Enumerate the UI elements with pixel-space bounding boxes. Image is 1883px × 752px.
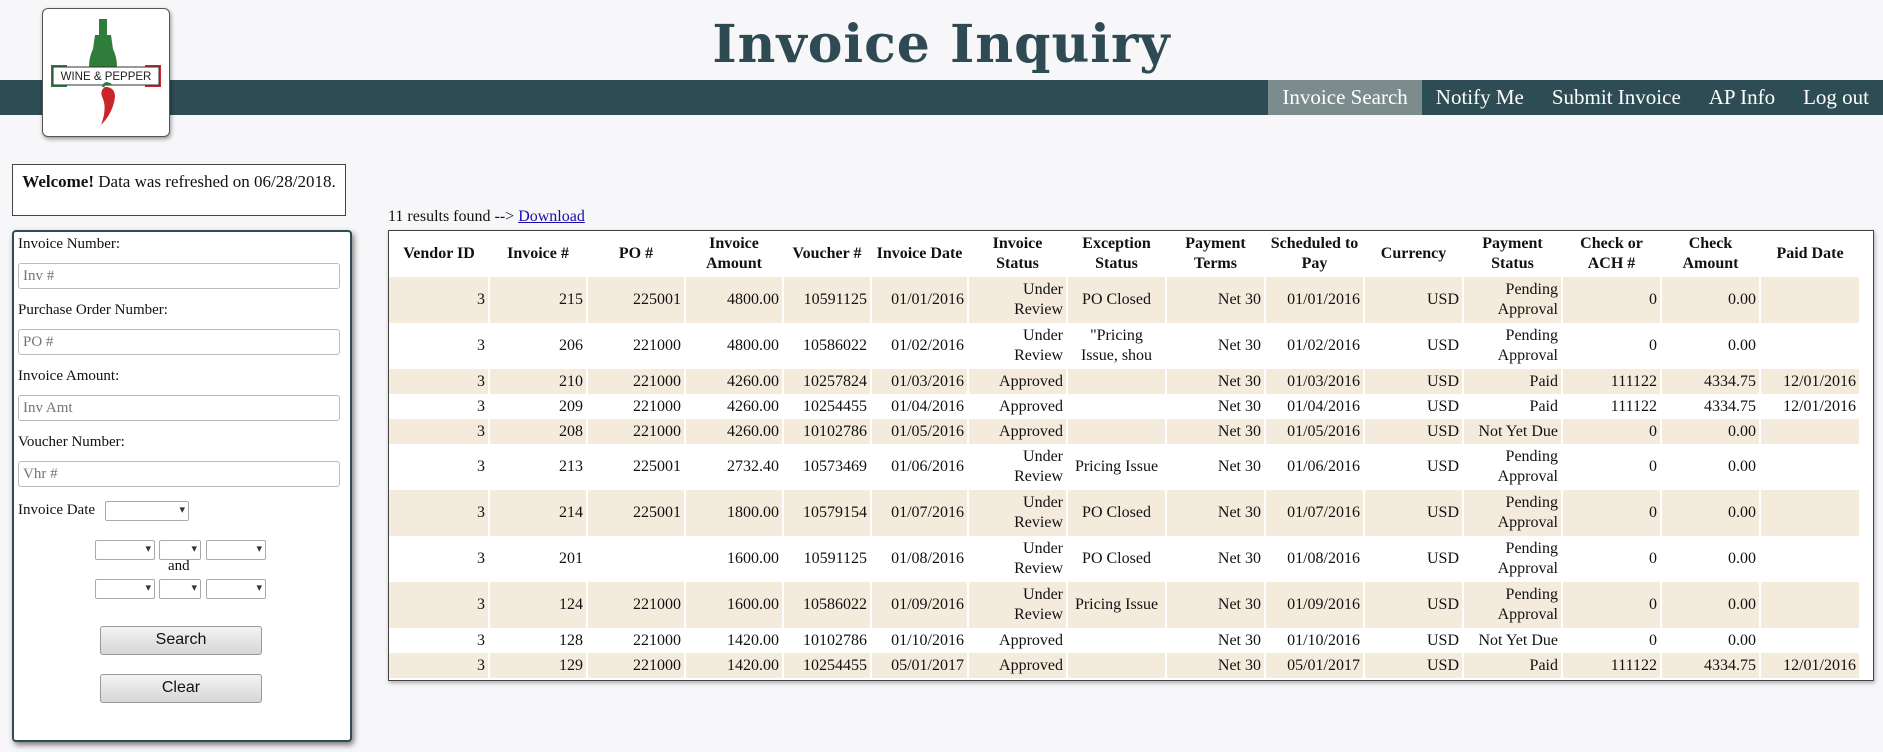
invoice-date-range-select[interactable] — [105, 501, 189, 521]
table-cell: USD — [1364, 277, 1463, 323]
table-cell: 3 — [389, 490, 489, 536]
invoice-number-input[interactable] — [18, 263, 340, 289]
table-cell: 201 — [489, 536, 587, 582]
table-cell: USD — [1364, 653, 1463, 678]
table-cell: 124 — [489, 582, 587, 628]
table-cell: 01/08/2016 — [1265, 536, 1364, 582]
column-header: Check or ACH # — [1580, 235, 1643, 272]
nav-log-out[interactable]: Log out — [1803, 85, 1869, 109]
table-cell: 10586022 — [783, 323, 871, 369]
table-cell: 3 — [389, 536, 489, 582]
clear-button[interactable]: Clear — [100, 674, 262, 703]
welcome-label: Welcome! — [22, 172, 95, 191]
table-cell: Pending Approval — [1463, 277, 1562, 323]
table-cell — [1067, 394, 1166, 419]
table-cell: 3 — [389, 419, 489, 444]
table-cell: 2732.40 — [685, 444, 783, 490]
table-cell: 0.00 — [1661, 277, 1760, 323]
table-cell — [587, 536, 685, 582]
table-cell: 01/04/2016 — [1265, 394, 1364, 419]
table-cell: 209 — [489, 394, 587, 419]
column-header: Paid Date — [1776, 245, 1844, 262]
table-row — [389, 444, 1860, 490]
table-cell: 12/01/2016 — [1760, 653, 1860, 678]
table-row — [389, 536, 1860, 582]
table-cell: 3 — [389, 653, 489, 678]
column-header: Check Amount — [1682, 235, 1739, 272]
table-cell: 0 — [1562, 536, 1661, 582]
table-cell: 10591125 — [783, 277, 871, 323]
logo-text: WINE & PEPPER — [60, 71, 152, 83]
table-cell: 225001 — [587, 490, 685, 536]
table-cell: Under Review — [968, 323, 1067, 369]
table-cell: USD — [1364, 536, 1463, 582]
table-cell: Pending Approval — [1463, 444, 1562, 490]
table-cell: Paid — [1463, 369, 1562, 394]
table-cell: 12/01/2016 — [1760, 394, 1860, 419]
table-cell: 10591125 — [783, 536, 871, 582]
table-cell: 10102786 — [783, 628, 871, 653]
table-cell: Net 30 — [1166, 444, 1265, 490]
table-cell: 10573469 — [783, 444, 871, 490]
table-cell: 01/03/2016 — [871, 369, 968, 394]
column-header: Currency — [1380, 245, 1447, 262]
start-day-select[interactable] — [159, 540, 201, 560]
results-table — [389, 231, 1861, 678]
table-cell: 225001 — [587, 444, 685, 490]
table-cell: 0.00 — [1661, 490, 1760, 536]
table-cell: 10257824 — [783, 369, 871, 394]
table-cell: Approved — [968, 369, 1067, 394]
table-row — [389, 419, 1860, 444]
table-cell: 111122 — [1562, 653, 1661, 678]
table-cell: 4260.00 — [685, 394, 783, 419]
table-cell: Not Yet Due — [1463, 419, 1562, 444]
search-panel — [12, 230, 352, 742]
table-cell: Paid — [1463, 394, 1562, 419]
table-cell: 1600.00 — [685, 582, 783, 628]
table-cell: Paid — [1463, 653, 1562, 678]
table-cell: 221000 — [587, 582, 685, 628]
table-cell: 3 — [389, 628, 489, 653]
table-cell: 4334.75 — [1661, 369, 1760, 394]
start-month-select[interactable] — [95, 540, 155, 560]
table-cell: 10254455 — [783, 653, 871, 678]
table-cell: 01/01/2016 — [871, 277, 968, 323]
table-cell: 0 — [1562, 277, 1661, 323]
column-header: PO # — [618, 245, 654, 262]
table-cell: 210 — [489, 369, 587, 394]
table-cell: 01/05/2016 — [871, 419, 968, 444]
table-cell: Net 30 — [1166, 490, 1265, 536]
table-row — [389, 277, 1860, 323]
table-header-row — [389, 231, 1860, 277]
table-cell: 01/09/2016 — [1265, 582, 1364, 628]
table-cell: USD — [1364, 582, 1463, 628]
table-cell: 4260.00 — [685, 369, 783, 394]
wine-pepper-logo-icon — [43, 9, 169, 136]
table-cell: 4800.00 — [685, 277, 783, 323]
table-cell: 208 — [489, 419, 587, 444]
table-cell: Pending Approval — [1463, 323, 1562, 369]
table-cell: 0 — [1562, 419, 1661, 444]
invoice-number-label: Invoice Number: — [18, 236, 121, 252]
table-cell: 0 — [1562, 490, 1661, 536]
po-number-label: Purchase Order Number: — [18, 302, 168, 318]
table-cell: 3 — [389, 369, 489, 394]
end-month-select[interactable] — [95, 579, 155, 599]
nav-ap-info[interactable]: AP Info — [1708, 85, 1776, 109]
table-cell: Under Review — [968, 536, 1067, 582]
table-cell: 12/01/2016 — [1760, 369, 1860, 394]
table-cell: 05/01/2017 — [1265, 653, 1364, 678]
table-cell: 0 — [1562, 323, 1661, 369]
table-row — [389, 653, 1860, 678]
table-cell: Net 30 — [1166, 653, 1265, 678]
refresh-text: Data was refreshed on 06/28/2018. — [94, 172, 336, 191]
table-cell: 4334.75 — [1661, 394, 1760, 419]
table-cell: 225001 — [587, 277, 685, 323]
end-year-select[interactable] — [206, 579, 266, 599]
table-cell: 01/06/2016 — [1265, 444, 1364, 490]
table-cell: 3 — [389, 323, 489, 369]
results-table-container — [388, 230, 1874, 681]
table-cell: 10579154 — [783, 490, 871, 536]
table-cell: 0.00 — [1661, 582, 1760, 628]
voucher-number-label: Voucher Number: — [18, 434, 125, 450]
table-cell: 0.00 — [1661, 419, 1760, 444]
welcome-message — [12, 164, 346, 216]
table-row — [389, 490, 1860, 536]
table-cell: 221000 — [587, 419, 685, 444]
table-cell: 01/02/2016 — [1265, 323, 1364, 369]
logo[interactable] — [42, 8, 170, 137]
table-cell: Net 30 — [1166, 628, 1265, 653]
table-cell — [1760, 582, 1860, 628]
column-header: Vendor ID — [403, 245, 475, 262]
table-cell: USD — [1364, 419, 1463, 444]
nav-notify-me[interactable]: Notify Me — [1435, 85, 1524, 109]
table-cell: Net 30 — [1166, 419, 1265, 444]
table-cell: 128 — [489, 628, 587, 653]
table-cell: 221000 — [587, 394, 685, 419]
table-cell: 1800.00 — [685, 490, 783, 536]
table-cell — [1067, 628, 1166, 653]
table-cell: 0 — [1562, 444, 1661, 490]
table-cell: 4260.00 — [685, 419, 783, 444]
table-cell: Net 30 — [1166, 323, 1265, 369]
and-label: and — [168, 558, 190, 574]
table-cell — [1760, 323, 1860, 369]
column-header: Invoice Amount — [705, 235, 762, 272]
table-cell: 3 — [389, 444, 489, 490]
end-day-select[interactable] — [159, 579, 201, 599]
table-row — [389, 394, 1860, 419]
table-cell: 01/06/2016 — [871, 444, 968, 490]
table-cell: 4800.00 — [685, 323, 783, 369]
table-cell: Under Review — [968, 277, 1067, 323]
table-cell: 0.00 — [1661, 444, 1760, 490]
table-cell: Net 30 — [1166, 582, 1265, 628]
table-cell — [1760, 277, 1860, 323]
table-cell: Approved — [968, 628, 1067, 653]
table-cell: Pending Approval — [1463, 536, 1562, 582]
invoice-date-label: Invoice Date — [18, 502, 96, 518]
table-cell: 221000 — [587, 369, 685, 394]
table-row — [389, 369, 1860, 394]
table-cell: 111122 — [1562, 369, 1661, 394]
table-cell: 214 — [489, 490, 587, 536]
column-header: Invoice Date — [876, 245, 963, 262]
table-cell: 10102786 — [783, 419, 871, 444]
table-cell — [1760, 536, 1860, 582]
table-cell: 01/03/2016 — [1265, 369, 1364, 394]
table-cell: USD — [1364, 490, 1463, 536]
nav-menu — [1268, 80, 1883, 115]
nav-invoice-search[interactable]: Invoice Search — [1268, 80, 1421, 115]
table-cell: 206 — [489, 323, 587, 369]
results-summary — [388, 208, 585, 226]
table-cell: USD — [1364, 323, 1463, 369]
invoice-amount-label: Invoice Amount: — [18, 368, 120, 384]
table-cell: Approved — [968, 394, 1067, 419]
table-cell: 01/05/2016 — [1265, 419, 1364, 444]
table-cell — [1067, 653, 1166, 678]
table-cell: 10254455 — [783, 394, 871, 419]
table-cell: 111122 — [1562, 394, 1661, 419]
table-cell: Pricing Issue — [1067, 444, 1166, 490]
table-cell: 0 — [1562, 582, 1661, 628]
column-header: Exception Status — [1082, 235, 1151, 272]
table-row — [389, 323, 1860, 369]
table-cell — [1760, 419, 1860, 444]
table-cell: 221000 — [587, 628, 685, 653]
po-number-input[interactable] — [18, 329, 340, 355]
table-cell: 01/07/2016 — [871, 490, 968, 536]
column-header: Scheduled to Pay — [1270, 235, 1359, 272]
table-cell: USD — [1364, 394, 1463, 419]
table-cell: Net 30 — [1166, 369, 1265, 394]
table-cell: PO Closed — [1067, 490, 1166, 536]
table-cell: Not Yet Due — [1463, 628, 1562, 653]
table-cell: "Pricing Issue, shou — [1067, 323, 1166, 369]
table-cell: Under Review — [968, 490, 1067, 536]
table-cell: 129 — [489, 653, 587, 678]
table-cell: PO Closed — [1067, 536, 1166, 582]
table-cell: 01/10/2016 — [1265, 628, 1364, 653]
table-cell: Net 30 — [1166, 277, 1265, 323]
table-cell: 1600.00 — [685, 536, 783, 582]
table-cell: 01/10/2016 — [871, 628, 968, 653]
voucher-number-input[interactable] — [18, 461, 340, 487]
table-row — [389, 582, 1860, 628]
table-cell: PO Closed — [1067, 277, 1166, 323]
table-cell: 213 — [489, 444, 587, 490]
table-cell: 221000 — [587, 653, 685, 678]
table-cell: USD — [1364, 369, 1463, 394]
table-cell: Pending Approval — [1463, 582, 1562, 628]
column-header: Payment Status — [1482, 235, 1543, 272]
table-cell: 01/02/2016 — [871, 323, 968, 369]
table-cell: 3 — [389, 582, 489, 628]
results-count: 11 results found --> — [388, 208, 515, 225]
table-cell: 0.00 — [1661, 628, 1760, 653]
table-cell — [1760, 490, 1860, 536]
invoice-amount-input[interactable] — [18, 395, 340, 421]
table-cell: Pricing Issue — [1067, 582, 1166, 628]
table-cell — [1760, 444, 1860, 490]
table-row — [389, 628, 1860, 653]
table-cell: Under Review — [968, 444, 1067, 490]
table-cell: 3 — [389, 277, 489, 323]
table-cell: 4334.75 — [1661, 653, 1760, 678]
table-cell: Approved — [968, 653, 1067, 678]
table-cell: Pending Approval — [1463, 490, 1562, 536]
table-cell: 01/01/2016 — [1265, 277, 1364, 323]
table-cell — [1760, 628, 1860, 653]
column-header: Payment Terms — [1185, 235, 1246, 272]
table-cell: 0 — [1562, 628, 1661, 653]
column-header: Voucher # — [792, 245, 862, 262]
table-cell: 215 — [489, 277, 587, 323]
table-cell: 1420.00 — [685, 653, 783, 678]
table-cell: 0.00 — [1661, 323, 1760, 369]
table-cell — [1067, 369, 1166, 394]
table-cell: 1420.00 — [685, 628, 783, 653]
table-cell: 0.00 — [1661, 536, 1760, 582]
table-cell: 3 — [389, 394, 489, 419]
table-cell: Approved — [968, 419, 1067, 444]
table-cell: 01/09/2016 — [871, 582, 968, 628]
column-header: Invoice Status — [992, 235, 1043, 272]
table-cell: USD — [1364, 444, 1463, 490]
table-cell: Under Review — [968, 582, 1067, 628]
table-cell: 01/08/2016 — [871, 536, 968, 582]
table-cell: USD — [1364, 628, 1463, 653]
table-cell: 01/04/2016 — [871, 394, 968, 419]
table-cell: 221000 — [587, 323, 685, 369]
table-cell: Net 30 — [1166, 394, 1265, 419]
search-button[interactable]: Search — [100, 626, 262, 655]
column-header: Invoice # — [507, 245, 569, 262]
nav-submit-invoice[interactable]: Submit Invoice — [1551, 85, 1681, 109]
download-link[interactable]: Download — [518, 208, 585, 225]
page-title: Invoice Inquiry — [712, 14, 1171, 75]
table-cell: 10586022 — [783, 582, 871, 628]
start-year-select[interactable] — [206, 540, 266, 560]
table-cell: Net 30 — [1166, 536, 1265, 582]
table-cell: 01/07/2016 — [1265, 490, 1364, 536]
table-cell: 05/01/2017 — [871, 653, 968, 678]
table-cell — [1067, 419, 1166, 444]
